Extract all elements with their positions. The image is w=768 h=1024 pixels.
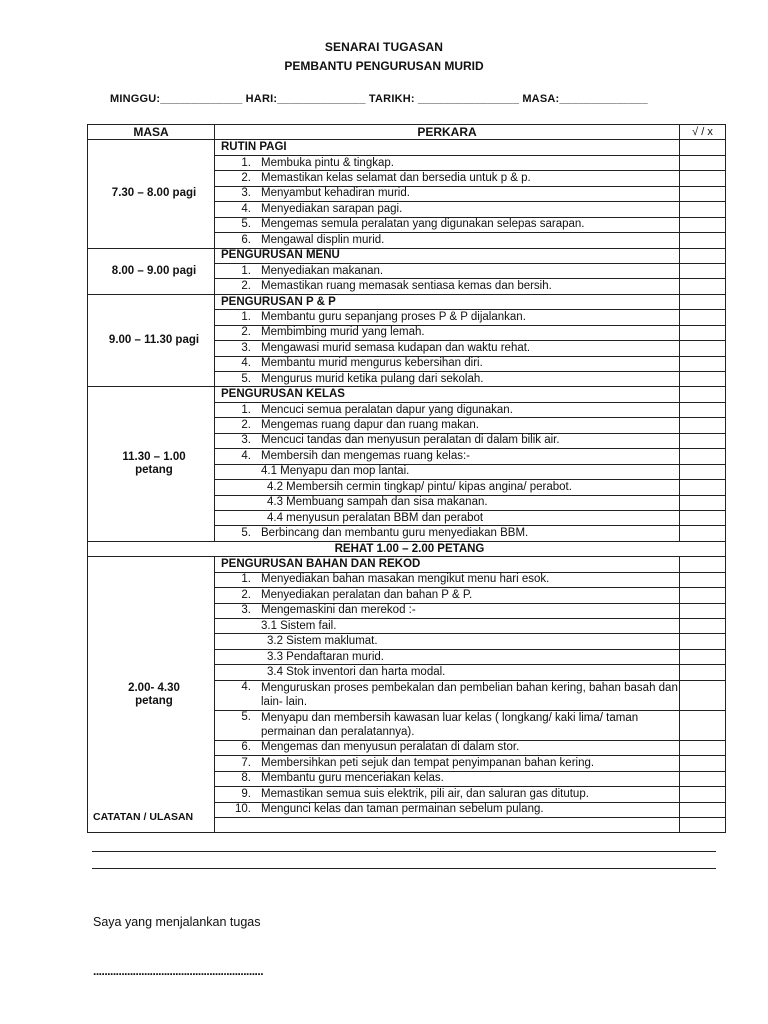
tick-cell[interactable]	[680, 557, 726, 572]
task-row	[215, 356, 680, 371]
task-number: 1.	[241, 310, 251, 323]
tick-cell[interactable]	[680, 756, 726, 771]
sub-task-text: 4.3 Membuang sampah dan sisa makanan.	[267, 496, 488, 509]
task-number: 4.	[241, 681, 251, 694]
task-text: Memastikan semua suis elektrik, pili air, dan saluran gas ditutup.	[261, 787, 589, 800]
task-number: 3.	[241, 341, 251, 354]
task-row	[215, 341, 680, 356]
tick-cell[interactable]	[680, 233, 726, 248]
tick-cell[interactable]	[680, 140, 726, 155]
task-text: Mengemas ruang dapur dan ruang makan.	[261, 419, 480, 432]
task-text: Berbincang dan membantu guru menyediakan BBM.	[261, 527, 529, 540]
task-text: Mencuci semua peralatan dapur yang digunakan.	[261, 403, 513, 416]
task-number: 2.	[241, 326, 251, 339]
task-text: Membantu guru sepanjang proses P & P dijalankan.	[261, 310, 526, 323]
tick-cell[interactable]	[680, 802, 726, 817]
task-number: 3.	[241, 187, 251, 200]
task-number: 2.	[241, 280, 251, 293]
notes-line-1[interactable]	[92, 851, 716, 852]
task-text: Membantu guru menceriakan kelas.	[261, 772, 444, 785]
task-text: Mengawal displin murid.	[261, 233, 385, 246]
task-number: 5.	[241, 711, 251, 724]
tick-cell[interactable]	[680, 634, 726, 649]
time-line-2: petang	[135, 694, 173, 707]
task-number: 2.	[241, 172, 251, 185]
task-number: 5.	[241, 218, 251, 231]
tick-cell[interactable]	[680, 263, 726, 278]
tick-cell[interactable]	[680, 572, 726, 587]
task-number: 6.	[241, 233, 251, 246]
task-number: 2.	[241, 419, 251, 432]
sub-task-row	[215, 480, 680, 495]
sub-task-text: 3.1 Sistem fail.	[261, 619, 337, 632]
tick-cell[interactable]	[680, 279, 726, 294]
section-heading: PENGURUSAN KELAS	[215, 387, 680, 402]
task-row	[215, 171, 680, 186]
task-row	[215, 756, 680, 771]
task-number: 1.	[241, 156, 251, 169]
task-text: Menyambut kehadiran murid.	[261, 187, 410, 200]
task-row	[215, 217, 680, 232]
signature-statement: Saya yang menjalankan tugas	[93, 915, 261, 929]
task-row	[215, 817, 680, 832]
task-text: Mengawasi murid semasa kudapan dan waktu rehat.	[261, 341, 531, 354]
task-row	[215, 572, 680, 587]
task-row	[215, 526, 680, 541]
tick-cell[interactable]	[680, 248, 726, 263]
tick-cell[interactable]	[680, 680, 726, 710]
task-row	[215, 680, 680, 710]
task-row	[215, 603, 680, 618]
sub-task-row	[215, 495, 680, 510]
task-text: Menyediakan makanan.	[261, 264, 384, 277]
task-row	[215, 310, 680, 325]
task-row	[215, 710, 680, 740]
col-header-perkara: PERKARA	[215, 125, 680, 140]
tick-cell[interactable]	[680, 649, 726, 664]
tick-cell[interactable]	[680, 665, 726, 680]
tick-cell[interactable]	[680, 480, 726, 495]
task-number: 2.	[241, 588, 251, 601]
sub-task-text: 3.2 Sistem maklumat.	[267, 635, 378, 648]
task-row	[215, 325, 680, 340]
tick-cell[interactable]	[680, 372, 726, 387]
task-text: Mengurus murid ketika pulang dari sekolah.	[261, 372, 484, 385]
tick-cell[interactable]	[680, 464, 726, 479]
task-number: 10.	[235, 803, 251, 816]
tick-cell[interactable]	[680, 202, 726, 217]
tick-cell[interactable]	[680, 449, 726, 464]
tick-cell[interactable]	[680, 817, 726, 832]
task-row	[215, 155, 680, 170]
task-number: 3.	[241, 604, 251, 617]
task-table	[87, 124, 726, 833]
section-heading: PENGURUSAN BAHAN DAN REKOD	[215, 557, 680, 572]
document-title: SENARAI TUGASAN	[324, 40, 444, 54]
tick-cell[interactable]	[680, 619, 726, 634]
sub-task-row	[215, 649, 680, 664]
task-text: Menguruskan proses pembekalan dan pembelian bahan kering, bahan basah dan lain- lain.	[261, 682, 678, 709]
section-heading: PENGURUSAN MENU	[215, 248, 680, 263]
task-number: 5.	[241, 372, 251, 385]
sub-task-text: 3.4 Stok inventori dan harta modal.	[267, 666, 446, 679]
task-row	[215, 418, 680, 433]
task-row	[215, 402, 680, 417]
tick-cell[interactable]	[680, 603, 726, 618]
task-number: 4.	[241, 202, 251, 215]
section-heading: PENGURUSAN P & P	[215, 294, 680, 309]
time-line-2: petang	[135, 464, 173, 477]
task-text: Membersih dan mengemas ruang kelas:-	[261, 449, 471, 462]
sub-task-text: 3.3 Pendaftaran murid.	[267, 650, 384, 663]
tick-cell[interactable]	[680, 402, 726, 417]
task-row	[215, 202, 680, 217]
tick-cell[interactable]	[680, 433, 726, 448]
time-cell	[88, 557, 215, 833]
sub-task-row	[215, 665, 680, 680]
task-text: Memastikan ruang memasak sentiasa kemas dan bersih.	[261, 280, 552, 293]
task-number: 9.	[241, 787, 251, 800]
task-text: Membuka pintu & tingkap.	[261, 156, 394, 169]
time-cell	[88, 387, 215, 541]
tick-cell[interactable]	[680, 710, 726, 740]
tick-cell[interactable]	[680, 740, 726, 755]
task-text: Mengemas dan menyusun peralatan di dalam stor.	[261, 741, 520, 754]
task-text: Memastikan kelas selamat dan bersedia untuk p & p.	[261, 172, 531, 185]
task-text: Membantu murid mengurus kebersihan diri.	[261, 357, 483, 370]
tick-cell[interactable]	[680, 387, 726, 402]
tick-cell[interactable]	[680, 495, 726, 510]
task-text: Mengemaskini dan merekod :-	[261, 604, 416, 617]
task-row	[215, 588, 680, 603]
section-heading: RUTIN PAGI	[215, 140, 680, 155]
task-text: Mengemas semula peralatan yang digunakan selepas sarapan.	[261, 218, 585, 231]
tick-cell[interactable]	[680, 325, 726, 340]
task-row	[215, 433, 680, 448]
sub-task-row	[215, 634, 680, 649]
task-number: 4.	[241, 357, 251, 370]
tick-cell[interactable]	[680, 341, 726, 356]
tick-cell[interactable]	[680, 171, 726, 186]
task-number: 4.	[241, 449, 251, 462]
task-number: 8.	[241, 772, 251, 785]
notes-label: CATATAN / ULASAN	[93, 811, 194, 823]
time-cell: 8.00 – 9.00 pagi	[88, 248, 215, 294]
tick-cell[interactable]	[680, 294, 726, 309]
tick-cell[interactable]	[680, 526, 726, 541]
task-number: 1.	[241, 573, 251, 586]
header-fields-line: MINGGU:_____________ HARI:______________ TARIKH: ________________ MASA:______________	[110, 93, 648, 105]
task-row	[215, 802, 680, 817]
task-row	[215, 787, 680, 802]
task-number: 6.	[241, 741, 251, 754]
task-row	[215, 771, 680, 786]
task-number: 7.	[241, 756, 251, 769]
task-row	[215, 449, 680, 464]
sub-task-row	[215, 510, 680, 525]
task-row	[215, 372, 680, 387]
tick-cell[interactable]	[680, 787, 726, 802]
task-text: Membersihkan peti sejuk dan tempat penyimpanan bahan kering.	[261, 756, 595, 769]
task-text: Mencuci tandas dan menyusun peralatan di dalam bilik air.	[261, 434, 560, 447]
task-number: 5.	[241, 527, 251, 540]
sub-task-row	[215, 464, 680, 479]
time-line-1: 11.30 – 1.00	[122, 451, 186, 464]
sub-task-row	[215, 619, 680, 634]
task-text: Menyediakan bahan masakan mengikut menu hari esok.	[261, 573, 550, 586]
time-cell: 9.00 – 11.30 pagi	[88, 294, 215, 387]
time-cell: 7.30 – 8.00 pagi	[88, 140, 215, 248]
col-header-tick: √ / x	[680, 125, 726, 140]
task-row	[215, 233, 680, 248]
document-subtitle: PEMBANTU PENGURUSAN MURID	[284, 59, 484, 73]
notes-line-2[interactable]	[92, 868, 716, 869]
sub-task-text: 4.4 menyusun peralatan BBM dan perabot	[267, 511, 484, 524]
time-line-1: 2.00- 4.30	[128, 681, 180, 694]
signature-line[interactable]: ............................................................	[93, 964, 264, 978]
task-text: Menyapu dan membersih kawasan luar kelas ( longkang/ kaki lima/ taman permainan dan peralatannya).	[261, 712, 639, 739]
task-number: 3.	[241, 434, 251, 447]
tick-cell[interactable]	[680, 186, 726, 201]
tick-cell[interactable]	[680, 356, 726, 371]
col-header-masa: MASA	[88, 125, 215, 140]
task-number: 1.	[241, 264, 251, 277]
tick-cell[interactable]	[680, 771, 726, 786]
break-row: REHAT 1.00 – 2.00 PETANG	[88, 541, 726, 556]
task-text: Menyediakan sarapan pagi.	[261, 202, 403, 215]
tick-cell[interactable]	[680, 310, 726, 325]
task-row	[215, 740, 680, 755]
tick-cell[interactable]	[680, 217, 726, 232]
sub-task-text: 4.2 Membersih cermin tingkap/ pintu/ kipas angina/ perabot.	[267, 480, 572, 493]
task-number: 1.	[241, 403, 251, 416]
task-row	[215, 279, 680, 294]
task-text: Mengunci kelas dan taman permainan sebelum pulang.	[261, 803, 544, 816]
tick-cell[interactable]	[680, 418, 726, 433]
task-row	[215, 263, 680, 278]
tick-cell[interactable]	[680, 510, 726, 525]
tick-cell[interactable]	[680, 588, 726, 603]
tick-cell[interactable]	[680, 155, 726, 170]
task-text: Membimbing murid yang lemah.	[261, 326, 425, 339]
task-row	[215, 186, 680, 201]
sub-task-text: 4.1 Menyapu dan mop lantai.	[261, 465, 410, 478]
task-text: Menyediakan peralatan dan bahan P & P.	[261, 588, 473, 601]
